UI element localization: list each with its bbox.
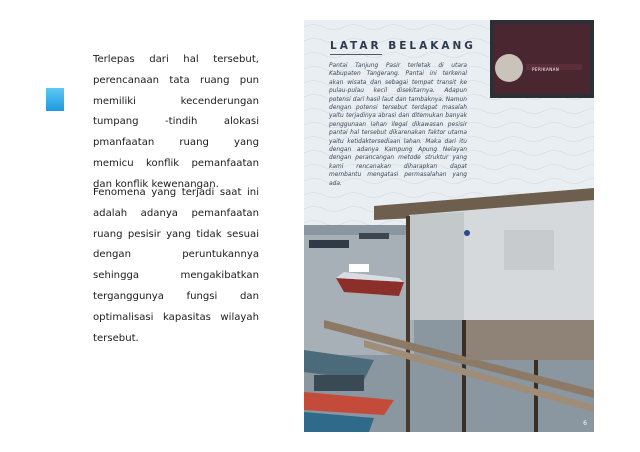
background-photo [304,20,594,432]
accent-square [46,88,64,111]
title-underline [330,54,382,55]
section-title: LATAR BELAKANG [330,40,476,52]
page-number: 6 [583,420,587,427]
paragraph-1: Terlepas dari hal tersebut, perencanaan tata ruang pun memiliki kecenderungan tumpang -tindih alokasi pmanfaatan ruang yang memicu konflik pemanfaatan dan konflik kewenangan. [93,54,259,190]
paragraph-2: Fenomena yang terjadi saat ini adalah adanya pemanfaatan ruang pesisir yang tidak sesuai dengan peruntukannya sehingga mengakibatkan terganggunya fungsi dan optimalisasi kapasitas wilayah tersebut. [93,187,259,344]
section-body: Pantai Tanjung Pasir terletak di utara Kabupaten Tangerang. Pantai ini terkenal akan wisata dan sebagai tempat transit ke pulau-pulau kecil disekitarnya. Adapun potensi dari hasil laut dan tambaknya. Namun dengan potensi tersebut terdapat masalah yaitu terjadinya abrasi dan ditemukan banyak penggunaan lahan ilegal dikawasan pesisir pantai hal tersebut dikarenakan faktor utama yaitu ketidaktersediaan lahan. Maka dari itu dengan adanya Kampung Apung Nelayan dengan perancangan metode struktur yang kami rencanakan diharapkan dapat membantu mengatasi permasalahan yang ada. [329,63,467,187]
billboard-text: PERIKANAN [532,67,560,72]
